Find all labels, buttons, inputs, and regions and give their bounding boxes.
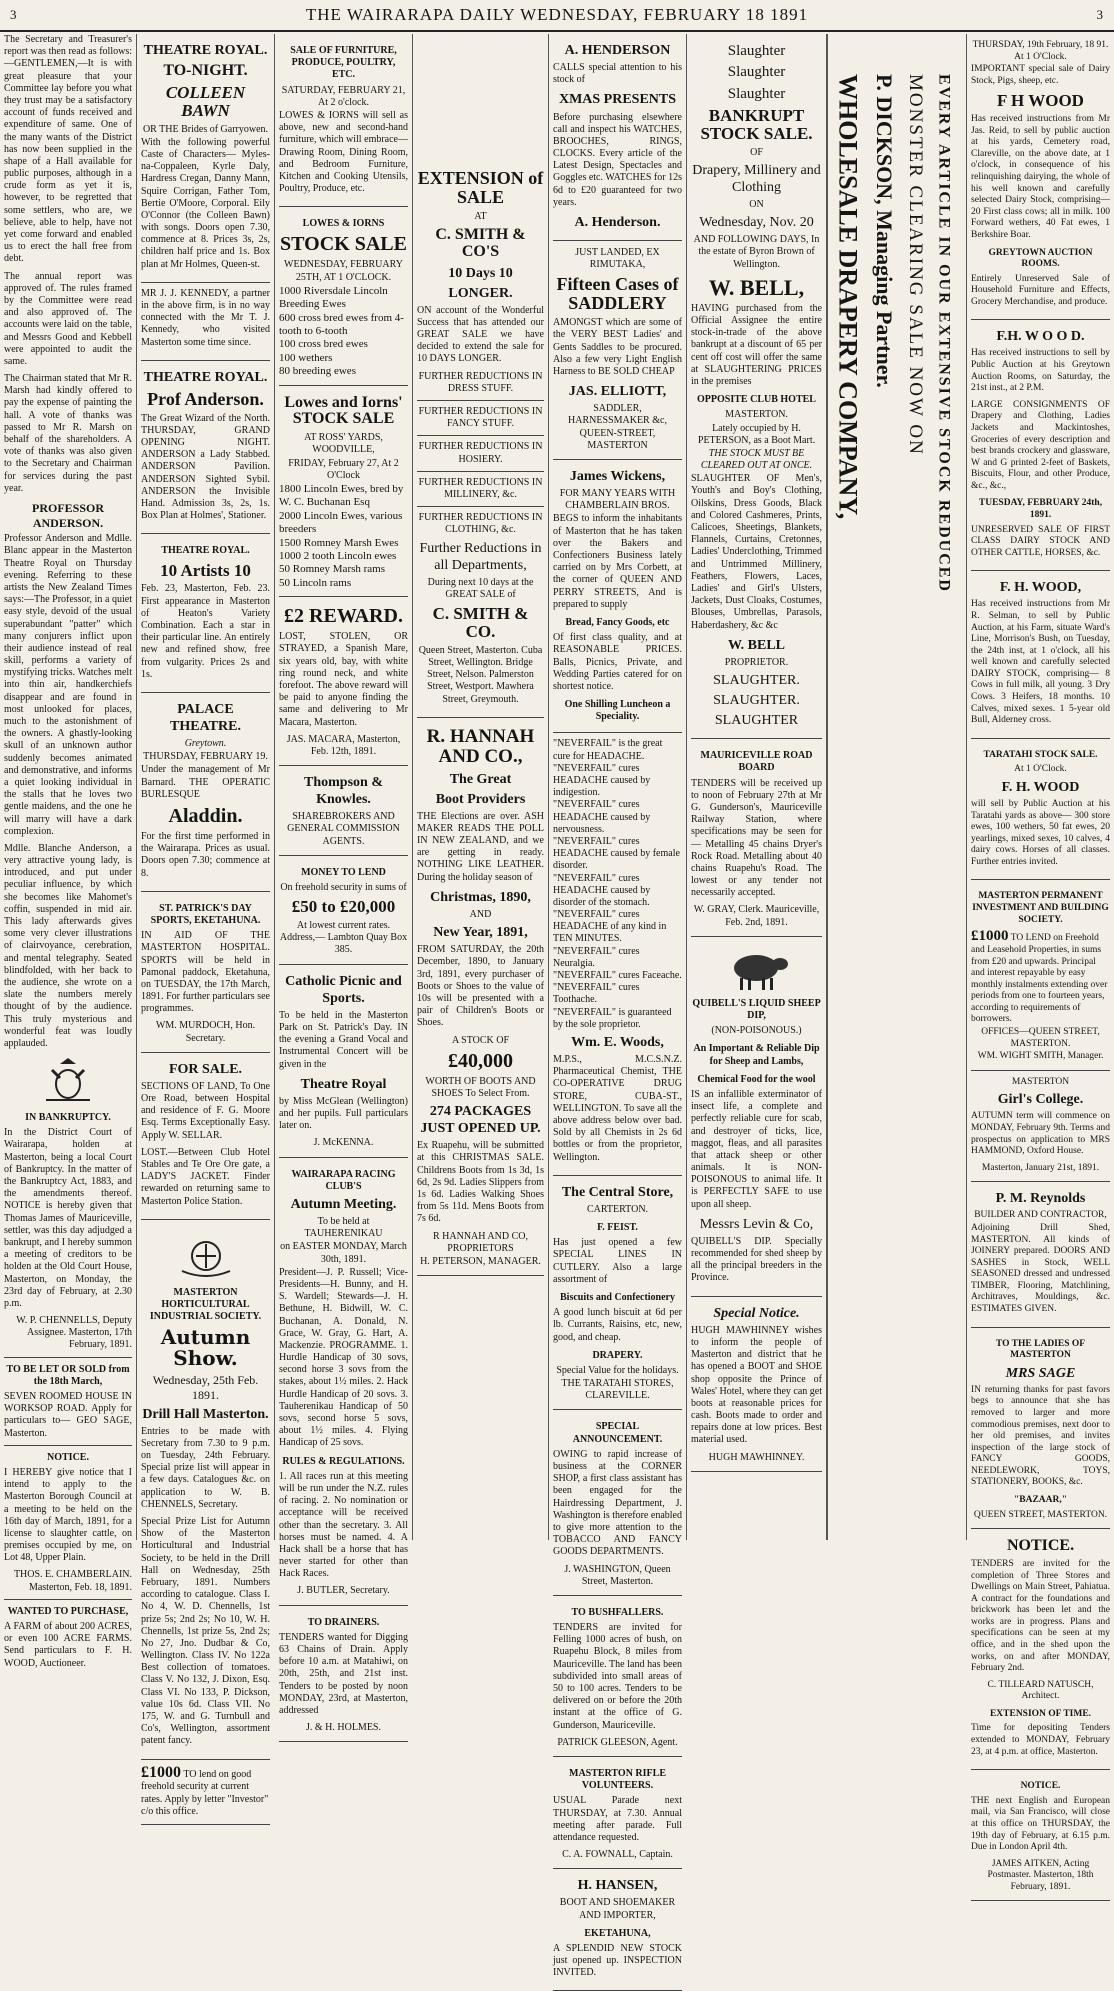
stock2-items: 1800 Lincoln Ewes, bred by W. C. Buchanan Esq 2000 Lincoln Ewes, various breeders 1500 Romney Marsh Ewes 1000 2 tooth Lincoln ewes 50 Romney Marsh rams 50 Lincoln rams	[279, 483, 404, 589]
wood-selman-sale-ad: F. H. WOOD, Has received instructions from Mr R. Selman, to sell by Public Auction, at his Farm, situate Ward's Line, Morrison's Bush, on Tuesday, the 24th inst, at 1 o'clock, all his well known and carefully selected DAIRY STOCK, comprising— 8 Cows in full milk, all young. 3 Dry Cows. 3 Heifers, 18 months. 10 Calves, mixed sexes. 1 5-year old Bull, Alderney cross.	[971, 571, 1110, 738]
bushfallers-ad: TO BUSHFALLERS. TENDERS are invited for Felling 1000 acres of bush, on Ruapehu Block, 8 miles from Mauriceville. The land has been subdivided into small areas of 50 to 100 acres. Tenders to be delivered on or before the 20th instant at the office of G. Gunderson, Mauriceville. PATRICK GLEESON, Agent.	[553, 1596, 682, 1757]
column-1	[0, 34, 137, 1669]
henderson-ad: A. HENDERSON CALLS special attention to his stock of XMAS PRESENTS Before purchasing elsewhere call and inspect his WATCHES, BROOCHES, RINGS, CLOCKS. Every article of the Latest Design, Spectacles and Goggles etc. WATCHES for 12s 6d to £20 guaranteed for two years. A. Henderson.	[553, 34, 682, 241]
hannah-boots-ad: R. HANNAH AND CO., The Great Boot Providers THE Elections are over. ASH MAKER READS THE POLL IN NEW ZEALAND, and we are getting in ready. NOTHING LIKE LEATHER. During the holiday season of Christmas, 1890, AND New Year, 1891, FROM SATURDAY, the 20th December, 1890, to January 3rd, 1891, every purchaser of Boots or Shoes to the value of 10s will be presented with a pair of Children's Boots or Shoes. A STOCK OF £40,000 WORTH OF BOOTS AND SHOES To Select From. 274 PACKAGES JUST OPENED UP. Ex Ruapehu, will be submitted at this CHRISTMAS SALE. Childrens Boots from 1s 3d, 1s 6d, 2s 9d. Ladies Slippers from 1s 6d. Ladies Walking Shoes from 5s 11d. Mens Boots from 7s 6d. R HANNAH AND CO, PROPRIETORS H. PETERSON, MANAGER.	[417, 718, 544, 1276]
girls-college-ad: MASTERTON Girl's College. AUTUMN term will commence on MONDAY, February 9th. Terms and prospectus on application to MRS HAMMOND, Oxford House. Masterton, January 21st, 1891.	[971, 1071, 1110, 1183]
bankruptcy-heading: IN BANKRUPTCY.	[25, 1112, 111, 1124]
pahiatua-tender-notice: NOTICE. TENDERS are invited for the completion of Three Stores and Dwellings on Main Street, Pahiatua. A contract for the foundations and brickwork has been let and the works are in progress. Plans and specifications can be seen at my office, and in the shed upon the works, on and after MONDAY, February 2nd. C. TILLEARD NATUSCH, Architect. EXTENSION OF TIME. Time for depositing Tenders extended to MONDAY, February 23, at 4 p.m. at office, Masterton.	[971, 1529, 1110, 1770]
notice-text: I HEREBY give notice that I intend to apply to the Masterton Borough Council at a meeting to be held on the 16th day of March, 1891, for a license to slaughter cattle, on premises occupied by me, on Lot 48, Upper Plain.	[4, 1466, 132, 1564]
permanent-building-society-ad: MASTERTON PERMANENT INVESTMENT AND BUILDING SOCIETY. £1000 TO LEND on Freehold and Leasehold Properties, in sums from £20 and upwards. Principal and interest repayable by easy monthly instalments extending over periods from one to fourteen years, according to requirements of borrowers. OFFICES—QUEEN STREET, MASTERTON. WM. WIGHT SMITH, Manager.	[971, 880, 1110, 1070]
vote-of-thanks: The Chairman stated that Mr R. Marsh had kindly offered to pay the expense of painting the hall. A vote of thanks was passed to Mr R. Marsh on behalf of the shareholders. A vote of thanks was also given to the Secretary and Chairman for services during the past year.	[4, 373, 132, 494]
neverfail-ad: "NEVERFAIL" is the great cure for HEADACHE. "NEVERFAIL" cures HEADACHE caused by indigestion. "NEVERFAIL" cures HEADACHE caused by nervousness. "NEVERFAIL" cures HEADACHE caused by female disorder. "NEVERFAIL" cures HEADACHE caused by disorder of the stomach. "NEVERFAIL" cures HEADACHE of any kind in TEN MINUTES. "NEVERFAIL" cures Neuralgia. "NEVERFAIL" cures Faceache. "NEVERFAIL" cures Toothache. "NEVERFAIL" is guaranteed by the sole proprietor. Wm. E. Woods, M.P.S., M.C.S.N.Z. Pharmaceutical Chemist, THE CO-OPERATIVE DRUG STORE, CUBA-ST., WELLINGTON. To save all the above address below over bad. Sold by all Chemists in 2s 6d bottles or from the proprietor, Wellington.	[553, 733, 682, 1175]
saddlery-ad: JUST LANDED, EX RIMUTAKA, Fifteen Cases of SADDLERY AMONGST which are some of the VERY BEST Ladies' and Gents Saddles to be procured. Also a few very Light English Harness to BE SOLD CHEAP JAS. ELLIOTT, SADDLER, HARNESSMAKER &c, QUEEN-STREET, MASTERTON	[553, 241, 682, 460]
column-7-dickson-ad	[827, 34, 967, 1540]
taratahi-stock-sale-ad: TARATAHI STOCK SALE. At 1 O'Clock. F. H. WOOD will sell by Public Auction at his Taratahi yards as above— 300 store ewes, 100 wethers, 50 fat ewes, 20 yearlings, mixed sexes, 10 calves, 4 dairy cows. Horses of all classes. Further entries invited.	[971, 739, 1110, 881]
hansen-boots-ad: H. HANSEN, BOOT AND SHOEMAKER AND IMPORTER, EKETAHUNA, A SPLENDID NEW STOCK just opened up. INSPECTION INVITED.	[553, 1869, 682, 1991]
notice-heading: NOTICE.	[47, 1451, 89, 1463]
column-5	[549, 34, 687, 1979]
colleen-cast: With the following powerful Caste of Characters— Myles-na-Coppaleen, Kyrle Daly, Hardress Cregan, Danny Mann, Squire Corrigan, Father Tom, Bertie O'Moore, Corporal. Eily O'Connor (the Colleen Bawn) with songs. Doors open 7.30, commence at 8. Prices 3s, 2s, children half price and 1s. Box plan at Mr Holmes, Queen-st.	[141, 136, 270, 270]
anderson-article: Professor Anderson and Mdlle. Blanc appear in the Masterton Theatre Royal on Thursday evening. Referring to these artists the New Zealand Times says:—The Professor, in a quiet easy style, devoid of the usual superabundant "patter" which many conjurers inflict upon their audience instead of real skill, performs a variety of mystifying tricks. Watches melt into thin air, handkerchiefs disappear and are found in most unlooked for places, much to the astonishment of the owners. A ghastly-looking skull of an unknown author suddenly becomes animated and demonstrative, and informs a quiet looking individual in the stalls that he loves two gentle maidens, and the one he will marry will have a dark complexion.	[4, 533, 132, 837]
column-2	[137, 34, 275, 1817]
reward-ad: £2 REWARD. LOST, STOLEN, OR STRAYED, a Spanish Mare, six years old, bay, with white ring round neck, and white forefoot. The above reward will be paid to anyone finding the same and delivering to Mr Macara, Masterton. JAS. MACARA, Masterton, Feb. 12th, 1891.	[279, 597, 408, 766]
column-6	[687, 34, 827, 1540]
dickson-line-1: WHOLESALE DRAPERY COMPANY,	[833, 74, 863, 520]
bankrupt-stock-ad: Slaughter Slaughter Slaughter BANKRUPT STOCK SALE. OF Drapery, Millinery and Clothing ON Wednesday, Nov. 20 AND FOLLOWING DAYS, In the estate of Byron Brown of Wellington. W. BELL, HAVING purchased from the Official Assignee the entire stock-in-trade of the above bankrupt at a discount of 65 per cent off cost will offer the same at SLAUGHTERING PRICES in the premises OPPOSITE CLUB HOTEL MASTERTON. Lately occupied by H. PETERSON, as a Boot Mart. THE STOCK MUST BE CLEARED OUT AT ONCE. SLAUGHTER OF Men's, Youth's and Boy's Clothing, Oilskins, Dress Goods, Black and Colored Cashmeres, Prints, Calicoes, Sheetings, Blankets, Flannels, Curtains, Cretonnes, Ladies' Underclothing, Trimmed and Untrimmed Millinery, Feathers, Flowers, Laces, Ladies' and Girl's Ulsters, Jackets, Dust Cloaks, Costumes, Blouses, Umbrellas, Parasols, Haberdashery, &c &c W. BELL PROPRIETOR. SLAUGHTER. SLAUGHTER. SLAUGHTER	[691, 34, 822, 739]
anderson-article-2: Mdlle. Blanche Anderson, a very attractive young lady, is introduced, and put under peculiar influence, by which she becomes like Mahomet's coffin, suspended in mid air. This lady afterwards gives some very clever illustrations of clairvoyance, cerebration, and mental telegraphy. Seated blindfolded, with her back to the audience, she wrote on a slate the numbers merely thought of by the audience. This truly mysterious and wonderful feat was loudly applauded.	[4, 842, 132, 1049]
autumn-show-title: Autumn Show.	[160, 1325, 251, 1371]
variety-combination-ad: THEATRE ROYAL. 10 Artists 10 Feb. 23, Masterton, Feb. 23. First appearance in Masterton of Heaton's Variety Combination. Each a star in their particular line. An entirely new and refined show, free from vulgarity. Prices 2s and 1s.	[141, 534, 270, 693]
theatre-heading: THEATRE ROYAL.	[143, 43, 268, 58]
thompson-knowles-ad: Thompson & Knowles. SHAREBROKERS AND GENERAL COMMISSION AGENTS.	[279, 766, 408, 856]
st-patricks-sports-ad: ST. PATRICK'S DAY SPORTS, EKETAHUNA. IN AID OF THE MASTERTON HOSPITAL. SPORTS will be held in Pamonal paddock, Eketahuna, on TUESDAY, the 17th March, 1891. For further particulars see programmes. WM. MURDOCH, Hon. Secretary.	[141, 892, 270, 1053]
let-heading: TO BE LET OR SOLD from the 18th March,	[6, 1363, 130, 1387]
ten-artists-title: 10 Artists 10	[160, 560, 251, 580]
special-announcement-ad: SPECIAL ANNOUNCEMENT. OWING to rapid increase of business at the CORNER SHOP, a first class assistant has been engaged for the Hairdressing Department, J. Washington is therefore enabled to give more attention to the TOBACCO AND FANCY GOODS DEPARTMENTS. J. WASHINGTON, Queen Street, Masterton.	[553, 1410, 682, 1595]
special-notice-ad: Special Notice. HUGH MAWHINNEY wishes to inform the people of Masterton and district that he has opened a BOOT and SHOE shop opposite the Prince of Wales' Hotel, where they can get boots at reasonable prices for cash. Boots made to order and repairs done at low prices. Best material used. HUGH MAWHINNEY.	[691, 1297, 822, 1472]
horticultural-show-ad: MASTERTON HORTICULTURAL INDUSTRIAL SOCIETY. Autumn Show. Wednesday, 25th Feb. 1891. Drill Hall Masterton. Entries to be made with Secretary from 7.30 to 9 p.m. on Tuesday, 24th February. Special prize list will appear in a few days. Catalogues &c. on application to W. B. CHENNELS, Secretary. Special Prize List for Autumn Show of the Masterton Horticultural and Industrial Society, to be held in the Drill Hall on Wednesday, 25th February, 1891. Numbers according to catalogue. Class I. No 4, W. D. Chennells, 1st prize 5s; 2nd 2s; No 10, W. H. Chennells, 1st prize 5s, 2nd 2s; No 27, Jno. Dudbar & Co, Wellington. Class IV. No 122a Best collection of tomatoes. Class V. No 132, J. Dixon, Esq. Class VI. No 133, P. Dickson, value 10s 6d. Class VII. No 175, W. and G. Turnbull and Co's, Wellington, assortment patent fancy.	[141, 1220, 270, 1760]
purchase-text: A FARM of about 200 ACRES, or even 100 ACRE FARMS. Send particulars to F. H. WOOD, Auctioneer.	[4, 1621, 132, 1669]
notice-signature: THOS. E. CHAMBERLAIN. Masterton, Feb. 18, 1891.	[13, 1569, 132, 1593]
mauriceville-road-board-ad: MAURICEVILLE ROAD BOARD TENDERS will be received up to noon of February 27th at Mr G. Gunderson's, Mauriceville Railway Station, where specifications may be seen for— Metalling 45 chains Dryer's Rock Road. Metalling about 40 chains Ruapehu's Road. The lowest or any tender not necessarily accepted. W. GRAY, Clerk. Mauriceville, Feb. 2nd, 1891.	[691, 739, 822, 937]
dickson-line-3: MONSTER CLEARING SALE NOW ON	[905, 74, 927, 456]
central-store-ad: The Central Store, CARTERTON. F. FEIST. Has just opened a few SPECIAL LINES IN CUTLERY. Also a large assortment of Biscuits and Confectionery A good lunch biscuit at 6d per lb. Currants, Raisins, etc, new, good, and cheap. DRAPERY. Special Value for the holidays. THE TARATAHI STORES, CLAREVILLE.	[553, 1176, 682, 1411]
catholic-picnic-ad: Catholic Picnic and Sports. To be held in the Masterton Park on St. Patrick's Day. IN the evening a Grand Vocal and Instrumental Concert will be given in the Theatre Royal by Miss McGlean (Wellington) and her pupils. Full particulars later on. J. McKENNA.	[279, 965, 408, 1158]
quibell-sheep-dip-ad: QUIBELL'S LIQUID SHEEP DIP, (NON-POISONOUS.) An Important & Reliable Dip for Sheep and Lambs, Chemical Food for the wool IS an infallible exterminator of insect life, a complete and perfectly reliable cure for scab, and destroyer of ticks, lice, maggot, fleas, and all parasites that attack sheep or other animals. It is NON-POISONOUS to animal life. It is PERFECTLY SAFE to use upon all sheep. Messrs Levin & Co, QUIBELL'S DIP. Specially recommended for shed sheep by all the principal breeders in the Province.	[691, 937, 822, 1297]
masthead	[0, 0, 1114, 32]
lost-jacket-notice: LOST.—Between Club Hotel Stables and Te Ore Ore gate, a LADY'S JACKET. Finder rewarded on returning same to Masterton Police Station.	[141, 1146, 270, 1207]
palace-theatre-ad: PALACE THEATRE. Greytown. THURSDAY, FEBRUARY 19. Under the management of Mr Barnard. THE OPERATIC BURLESQUE Aladdin. For the first time performed in the Wairarapa. Prices as usual. Doors open 7.30; commence at 8.	[141, 693, 270, 892]
colleen-subtitle: OR THE Brides of Garryowen.	[142, 123, 269, 135]
secretary-report: The Secretary and Treasurer's report was then read as follows:—GENTLEMEN,—It is with great pleasure that your Committee lay before you what they trust may be a satisfactory account of funds received and expenditure of same. One of the many wants of the District has now been supplied in the shape of a Hall available for public purposes, although in a crude form as yet it is, however, to be regretted that some settlers, who are, we believe, able to help, have not yet come forward and enabled us to erect the hall free from debt.	[4, 34, 132, 265]
purchase-heading: WANTED TO PURCHASE,	[7, 1605, 129, 1617]
lowes-iorns-stock-sale-2: Lowes and Iorns' STOCK SALE AT ROSS' YARDS, WOODVILLE, FRIDAY, February 27, At 2 O'Clock 1800 Lincoln Ewes, bred by W. C. Buchanan Esq 2000 Lincoln Ewes, various breeders 1500 Romney Marsh Ewes 1000 2 tooth Lincoln ewes 50 Romney Marsh rams 50 Lincoln rams	[279, 386, 408, 598]
mrs-sage-ad: TO THE LADIES OF MASTERTON MRS SAGE IN returning thanks for past favors begs to announce that she has removed to larger and more commodious premises, next door to her old premises, and invites inspection of the large stock of FANCY GOODS, NEEDLEWORK, TOYS, STATIONERY, BOOKS, &c. "BAZAAR," QUEEN STREET, MASTERTON.	[971, 1328, 1110, 1530]
column-8	[967, 34, 1114, 1892]
bankruptcy-notice: In the District Court of Wairarapa, holden at Masterton, being a local Court of Bankruptcy. In the matter of the Bankruptcy Act, 1883, and the amendments thereof. NOTICE is hereby given that Thomas James of Mauriceville, settler, was this day adjudged a bankrupt, and I hereby summon a meeting of creditors to be holden at the Old Court House, Masterton, on Monday, the 23rd day of February, at 2.30 p.m.	[4, 1127, 132, 1309]
anderson-heading: PROFESSOR ANDERSON.	[31, 500, 104, 530]
society-crest-icon	[176, 1231, 236, 1281]
wickens-bakery-ad: James Wickens, FOR MANY YEARS WITH CHAMBERLAIN BROS. BEGS to inform the inhabitants of Masterton that he has taken over the Bakers and Confectioners Business lately carried on by Mrs Corbett, at the corner of QUEEN AND PERRY STREETS, And is prepared to supply Bread, Fancy Goods, etc Of first class quality, and at REASONABLE PRICES. Balls, Picnics, Private, and Wedding Parties catered for on shortest notice. One Shilling Luncheon a Speciality.	[553, 460, 682, 733]
colleen-bawn-title: COLLEEN BAWN	[165, 82, 246, 120]
anderson-theatre-ad: THEATRE ROYAL. Prof Anderson. The Great Wizard of the North. THURSDAY, GRAND OPENING NIGHT. ANDERSON a Lady Stabbed. ANDERSON Pavilion. ANDERSON Sighted Sybil. ANDERSON the Invisible Hand. Admission 3s, 2s, 1s. Box Plan at Holmes', Stationer.	[141, 361, 270, 535]
prof-anderson-title: Prof Anderson.	[147, 388, 264, 409]
aladdin-title: Aladdin.	[168, 805, 243, 828]
column-4	[413, 34, 549, 1540]
column-3	[275, 34, 413, 1734]
royal-crest-icon	[38, 1056, 98, 1106]
theatre-tonight: TO-NIGHT.	[163, 62, 248, 80]
kennedy-notice: MR J. J. KENNEDY, a partner in the above firm, is in no way connected with the Mr T. J. Kennedy, who visited Masterton some time since.	[141, 283, 270, 361]
stock1-items: 1000 Riversdale Lincoln Breeding Ewes 600 cross bred ewes from 4-tooth to 6-tooth 100 cross bred ewes 100 wethers 80 breeding ewes	[279, 284, 404, 378]
page-number-right: 3	[1096, 7, 1104, 22]
dickson-line-4: EVERY ARTICLE IN OUR EXTENSIVE STOCK REDUCED	[935, 74, 953, 593]
report-approved: The annual report was approved of. The rules framed by the Committee were read and also approved of. The accounts were laid on the table, and Messrs Good and Kebbell were appointed to audit the same.	[4, 270, 132, 367]
wood-dairy-sale-ad: THURSDAY, 19th February, 18 91. At 1 O'Clock. IMPORTANT special sale of Dairy Stock, Pigs, sheep, etc. F H WOOD Has received instructions from Mr Jas. Reid, to sell by public auction at his yards, Cemetery road, Clareville, on the above date, at 1 o'clock, in consequence of his relinquishing dairying, the whole of his well known and carefully selected Dairy Stock, comprising— 20 First class cows; all in milk. 100 Forward wethers, 40 Fat ewes, 1 Berkshire Boar. GREYTOWN AUCTION ROOMS. Entirely Unreserved Sale of Household Furniture and Effects, Grocery Merchandise, and produce.	[971, 34, 1110, 320]
money-to-lend-ad: MONEY TO LEND On freehold security in sums of £50 to £20,000 At lowest current rates. Address,— Lambton Quay Box 385.	[279, 856, 408, 965]
for-sale-ad: FOR SALE. SECTIONS OF LAND, To One Ore Road, between Hospital and residence of F. G. Moore Esq. Terms Exceptionally Easy. Apply W. SELLAR. LOST.—Between Club Hotel Stables and Te Ore Ore gate, a LADY'S JACKET. Finder rewarded on returning same to Masterton Police Station.	[141, 1053, 270, 1220]
drainers-tender-ad: TO DRAINERS. TENDERS wanted for Digging 63 Chains of Drain. Apply before 10 a.m. at Matahiwi, on 20th, 25th, and 21st inst. Tenders to be posted by noon MONDAY, 23rd, at Masterton, addressed J. & H. HOLMES.	[279, 1606, 408, 1743]
investor-loan-ad: £1000 TO lend on good freehold security at current rates. Apply by letter "Investor" c/o this office.	[141, 1760, 270, 1825]
newspaper-title: THE WAIRARAPA DAILY WEDNESDAY, FEBRUARY 18 1891	[305, 5, 809, 24]
mail-notice: NOTICE. THE next English and European mail, via San Francisco, will close at this office on THURSDAY, the 19th day of February, at 6.15 p.m. Due in London April 4th. JAMES AITKEN, Acting Postmaster. Masterton, 18th February, 1891.	[971, 1770, 1110, 1901]
wood-greytown-sale-ad: F.H. W O O D. Has received instructions to sell by Public Auction at his Greytown Auction Rooms, on Saturday, the 21st inst., at 2 P.M. LARGE CONSIGNMENTS OF Drapery and Clothing, Ladies Jackets and Mackintoshes, Groceries of every description and best brands crockery and glassware, W and G printed 2-feet of Baskets, Biscuits, Flour, and other Produce, &c., &c., TUESDAY, FEBRUARY 24th, 1891. UNRESERVED SALE OF FIRST CLASS DAIRY STOCK AND OTHER CATTLE, HORSES, &c.	[971, 320, 1110, 571]
reynolds-builder-ad: P. M. Reynolds BUILDER AND CONTRACTOR, Adjoining Drill Shed, MASTERTON. All kinds of JOINERY prepared. DOORS AND SASHES in Stock, WELL SEASONED dressed and undressed TIMBER, Flooring, Matchlining, Architraves, Mouldings, &c. ESTIMATES GIVEN.	[971, 1182, 1110, 1327]
theatre-royal-colleen-ad	[141, 34, 270, 283]
bankruptcy-signature: W. P. CHENNELLS, Deputy Assignee. Masterton, 17th February, 1891.	[16, 1315, 132, 1351]
rifle-volunteers-ad: MASTERTON RIFLE VOLUNTEERS. USUAL Parade next THURSDAY, at 7.30. Annual meeting after parade. Full attendance requested. C. A. FOWNALL, Captain.	[553, 1757, 682, 1869]
dickson-line-2: P. DICKSON, Managing Partner.	[871, 74, 897, 388]
smith-extension-sale-ad: EXTENSION of SALE AT C. SMITH & CO'S 10 Days 10 LONGER. ON account of the Wonderful Success that has attended our GREAT SALE we have decided to extend the sale for 10 DAYS LONGER. FURTHER REDUCTIONS IN DRESS STUFF. FURTHER REDUCTIONS IN FANCY STUFF. FURTHER REDUCTIONS IN HOSIERY. FURTHER REDUCTIONS IN MILLINERY, &c. FURTHER REDUCTIONS IN CLOTHING, &c. Further Reductions in all Departments, During next 10 days at the GREAT SALE of C. SMITH & CO. Queen Street, Masterton. Cuba Street, Wellington. Bridge Street, Nelson. Palmerston Street, Westport. Mawhera Street, Greymouth.	[417, 34, 544, 718]
lowes-iorns-stock-sale-1: LOWES & IORNS STOCK SALE WEDNESDAY, FEBRUARY 25TH, AT 1 O'CLOCK. 1000 Riversdale Lincoln Breeding Ewes 600 cross bred ewes from 4-tooth to 6-tooth 100 cross bred ewes 100 wethers 80 breeding ewes	[279, 207, 408, 385]
page-number-left: 3	[10, 7, 18, 22]
sheep-icon	[722, 948, 792, 992]
furniture-sale-ad: SALE OF FURNITURE, PRODUCE, POULTRY, ETC. SATURDAY, FEBRUARY 21, At 2 o'clock. LOWES & IORNS will sell as above, new and second-hand furniture, which will embrace— Drawing Room, Dining Room, and Bedroom Furniture, Kitchen and Cooking Utensils, Poultry, Produce, etc.	[279, 34, 408, 207]
let-text: SEVEN ROOMED HOUSE IN WORKSOP ROAD. Apply for particulars to— GEO SAGE, Masterton.	[4, 1391, 132, 1439]
racing-club-ad: WAIRARAPA RACING CLUB'S Autumn Meeting. To be held at TAUHERENIKAU on EASTER MONDAY, March 30th, 1891. President—J. P. Russell; Vice-Presidents—H. Bunny, and H. S. Wardell; Stewards—J. H. Bethune, H. Bidwill, W. C. Buchanan, A. Donald, N. Grace, W. Gray, G. Hart, A. Mackenzie. PROGRAMME. 1. Hurdle Handicap of 30 sovs, second horse 3 sovs from the stakes, about 1½ miles. 2. Hack Hurdle Handicap of 20 sovs. 3. Tauherenikau Handicap of 50 sovs, second horse 5 sovs, about 1½ miles. 4. Flying Handicap of 25 sovs. RULES & REGULATIONS. 1. All races run at this meeting will be run under the N.Z. rules of racing. 2. No nomination or acceptance will be received other than the secretary. 3. All horses must be named. 4. A Hack shall be a horse that has never started for other than Hack Races. J. BUTLER, Secretary.	[279, 1158, 408, 1606]
